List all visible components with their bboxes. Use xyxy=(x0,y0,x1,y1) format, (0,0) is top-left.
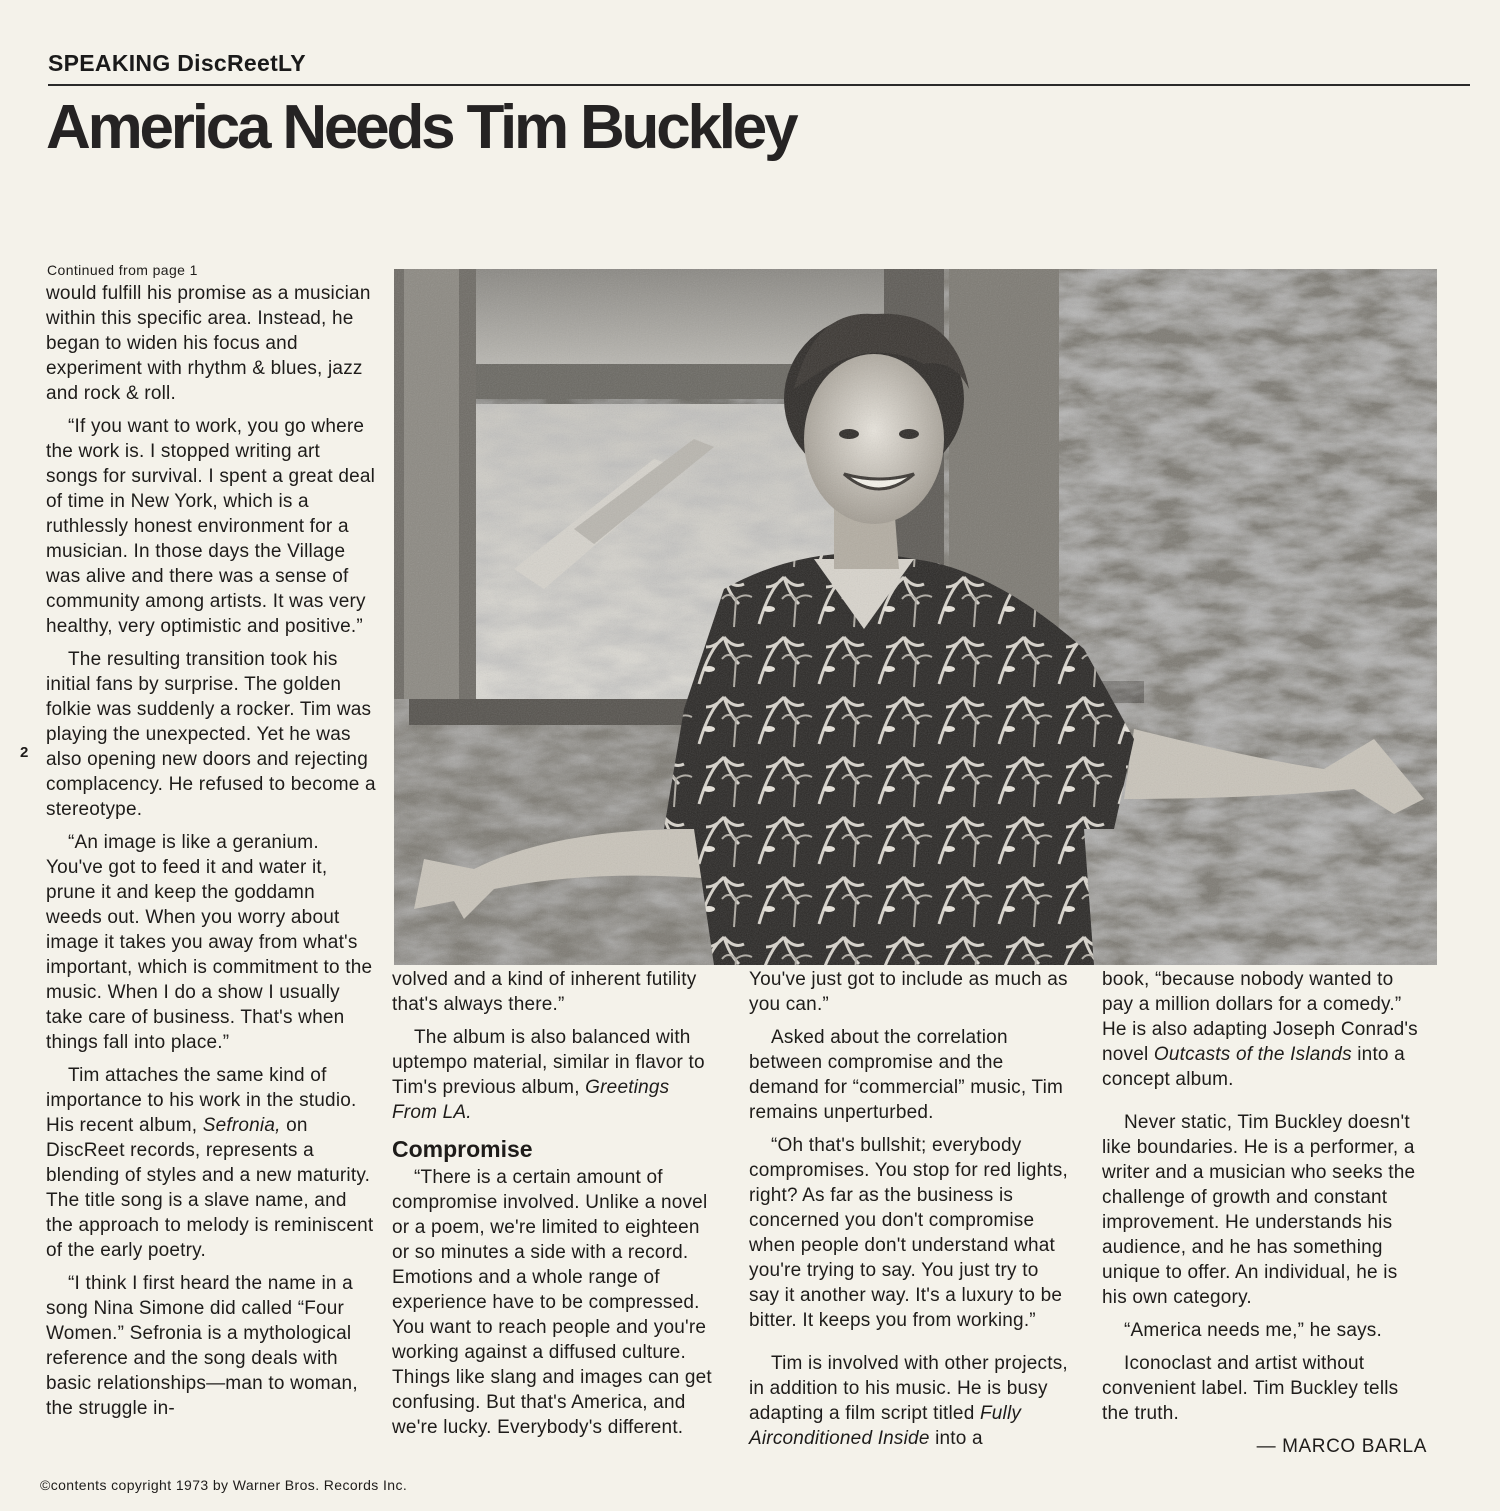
copyright-footer: ©contents copyright 1973 by Warner Bros. Records Inc. xyxy=(40,1477,408,1493)
column-2 xyxy=(392,967,717,1448)
paragraph xyxy=(46,1063,376,1263)
paragraph: “America needs me,” he says. xyxy=(1124,1320,1382,1341)
paragraph: “If you want to work, you go where the work is. I stopped writing art songs for survival. I spent a great deal of time in New York, which is a ruthlessly honest environment for a musician. In those days the Village was alive and there was a sense of community among artists. It was very healthy, very optimistic and positive.” xyxy=(46,416,376,637)
headline: America Needs Tim Buckley xyxy=(46,93,796,162)
paragraph: “There is a certain amount of compromise involved. Unlike a novel or a poem, we're limited to eighteen or so minutes a side with a record. Emotions and a whole range of experience have to be compressed. You want to reach people and you're working against a diffused culture. Things like slang and images can get confusing. But that's America, and we're lucky. Everybody's different. xyxy=(392,1167,712,1438)
paragraph xyxy=(749,1351,1074,1451)
paragraph xyxy=(392,1025,717,1125)
film-title: Fully Airconditioned Inside xyxy=(749,1403,1022,1449)
text: book, “because nobody wanted to pay a million dollars for a comedy.” He is also adapting Joseph Conrad's novel xyxy=(1102,969,1418,1065)
column-4 xyxy=(1102,967,1427,1459)
paragraph: The resulting transition took his initial fans by surprise. The golden folkie was suddenly a rocker. Tim was playing the unexpected. Yet he was also opening new doors and rejecting complacency. He refused to become a stereotype. xyxy=(46,649,376,820)
subhead: Compromise xyxy=(392,1136,533,1162)
paragraph: “I think I first heard the name in a song Nina Simone did called “Four Women.” Sefronia is a mythological reference and the song deals with basic relationships—man to woman, the struggle in- xyxy=(46,1273,358,1419)
text: into a xyxy=(935,1428,983,1449)
paragraph: Never static, Tim Buckley doesn't like boundaries. He is a performer, a writer and a musician who seeks the challenge of growth and constant improvement. He understands his audience, and he has something unique to offer. An individual, he is his own category. xyxy=(1102,1112,1416,1308)
photo-man-arms-outstretched-icon xyxy=(394,269,1437,965)
photo xyxy=(394,269,1437,965)
column-3 xyxy=(749,967,1074,1459)
text: Tim is involved with other projects, in addition to his music. He is busy adapting a film script titled xyxy=(749,1353,1068,1424)
paragraph: volved and a kind of inherent futility that's always there.” xyxy=(392,969,697,1015)
byline: — MARCO BARLA xyxy=(1256,1436,1427,1457)
text: into a concept album. xyxy=(1102,1044,1405,1090)
header-rule xyxy=(48,84,1470,86)
text: The album is also balanced with uptempo material, similar in flavor to Tim's previous album, xyxy=(392,1027,705,1098)
paragraph: would fulfill his promise as a musician within this specific area. Instead, he began to widen his focus and experiment with rhythm & blues, jazz and rock & roll. xyxy=(46,283,371,404)
album-title: Greetings From LA. xyxy=(392,1077,670,1123)
novel-title: Outcasts of the Islands xyxy=(1153,1044,1352,1065)
paragraph: Iconoclast and artist without convenient label. Tim Buckley tells the truth. xyxy=(1102,1353,1399,1424)
paragraph: “Oh that's bullshit; everybody compromises. You stop for red lights, right? As far as the business is concerned you don't compromise when people don't understand what you're trying to say. You just try to say it another way. It's a luxury to be bitter. It keeps you from working.” xyxy=(749,1135,1068,1331)
paragraph: Asked about the correlation between compromise and the demand for “commercial” music, Tim remains unperturbed. xyxy=(749,1027,1064,1123)
column-1 xyxy=(46,281,376,1429)
paragraph: You've just got to include as much as you can.” xyxy=(749,969,1068,1015)
paragraph xyxy=(1102,967,1427,1092)
album-title: Sefronia, xyxy=(202,1115,281,1136)
section-kicker: SPEAKING DiscReetLY xyxy=(48,50,306,76)
text: Tim attaches the same kind of importance to his work in the studio. His recent album, xyxy=(46,1065,357,1136)
continued-note: Continued from page 1 xyxy=(47,262,198,278)
text: on DiscReet records, represents a blending of styles and a new maturity. The title song is a slave name, and the approach to melody is reminiscent of the early poetry. xyxy=(46,1115,374,1261)
paragraph: “An image is like a geranium. You've got to feed it and water it, prune it and keep the goddamn weeds out. When you worry about image it takes you away from what's important, which is commitment to the music. When I do a show I usually take care of business. That's when things fall into place.” xyxy=(46,832,373,1053)
page-number: 2 xyxy=(20,744,29,761)
